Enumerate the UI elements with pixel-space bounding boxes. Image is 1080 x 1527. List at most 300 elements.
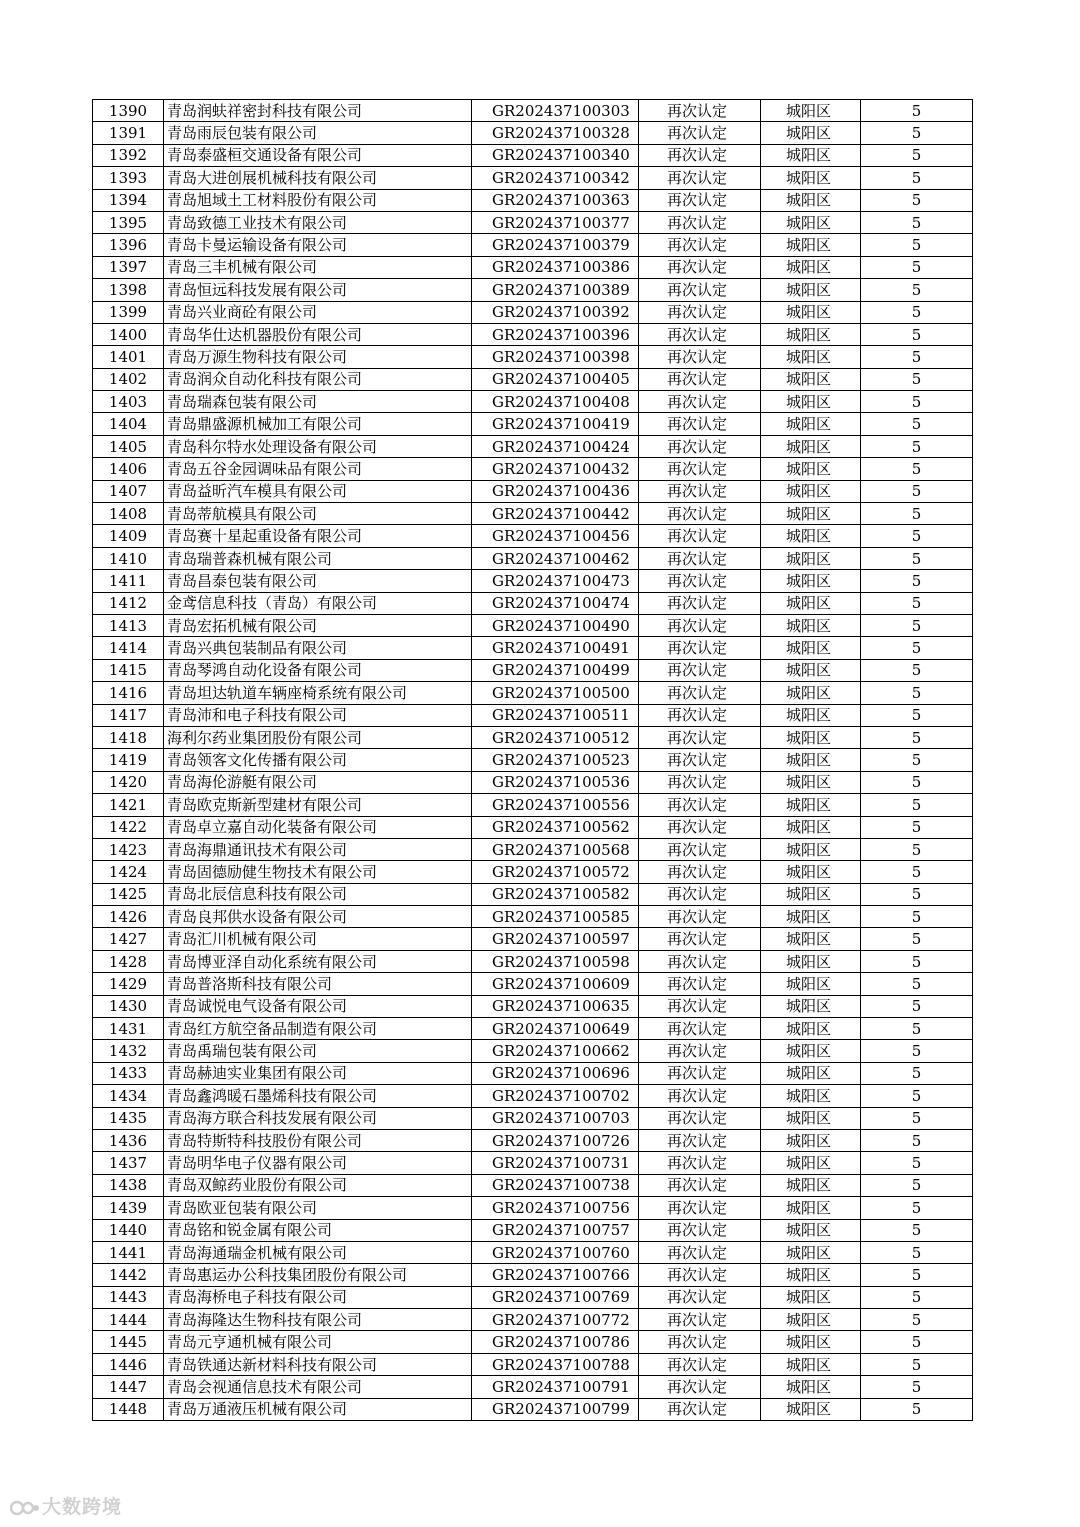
certification-type-cell: 再次认定 (639, 1107, 761, 1129)
score-cell: 5 (861, 458, 973, 480)
district-cell: 城阳区 (761, 950, 861, 972)
certificate-number-cell: GR202437100419 (472, 413, 639, 435)
certification-type-cell: 再次认定 (639, 1309, 761, 1331)
row-number-cell: 1443 (93, 1286, 164, 1308)
certificate-number-cell: GR202437100523 (472, 749, 639, 771)
certification-type-cell: 再次认定 (639, 1152, 761, 1174)
district-cell: 城阳区 (761, 189, 861, 211)
certificate-number-cell: GR202437100649 (472, 1018, 639, 1040)
score-cell: 5 (861, 1129, 973, 1151)
table-row (93, 1107, 973, 1129)
table-row (93, 458, 973, 480)
table-row (93, 391, 973, 413)
score-cell: 5 (861, 189, 973, 211)
certificate-number-cell: GR202437100474 (472, 592, 639, 614)
district-cell: 城阳区 (761, 1331, 861, 1353)
table-body (93, 100, 973, 1421)
table-row (93, 122, 973, 144)
row-number-cell: 1402 (93, 368, 164, 390)
certificate-number-cell: GR202437100766 (472, 1264, 639, 1286)
company-name-cell: 青岛瑞森包装有限公司 (164, 391, 472, 413)
certification-type-cell: 再次认定 (639, 301, 761, 323)
table-row (93, 1062, 973, 1084)
row-number-cell: 1439 (93, 1197, 164, 1219)
score-cell: 5 (861, 1018, 973, 1040)
table-row (93, 1174, 973, 1196)
district-cell: 城阳区 (761, 726, 861, 748)
certificate-number-cell: GR202437100597 (472, 928, 639, 950)
row-number-cell: 1415 (93, 659, 164, 681)
table-row (93, 704, 973, 726)
certification-type-cell: 再次认定 (639, 480, 761, 502)
certificate-number-cell: GR202437100572 (472, 861, 639, 883)
table-row (93, 1264, 973, 1286)
table-row (93, 413, 973, 435)
company-name-cell: 海利尔药业集团股份有限公司 (164, 726, 472, 748)
certificate-number-cell: GR202437100436 (472, 480, 639, 502)
score-cell: 5 (861, 1040, 973, 1062)
certification-type-cell: 再次认定 (639, 1219, 761, 1241)
company-name-cell: 金鸢信息科技（青岛）有限公司 (164, 592, 472, 614)
score-cell: 5 (861, 973, 973, 995)
row-number-cell: 1395 (93, 211, 164, 233)
district-cell: 城阳区 (761, 1219, 861, 1241)
company-name-cell: 青岛大进创展机械科技有限公司 (164, 167, 472, 189)
certification-type-cell: 再次认定 (639, 1129, 761, 1151)
certification-type-cell: 再次认定 (639, 704, 761, 726)
company-name-cell: 青岛宏拓机械有限公司 (164, 614, 472, 636)
certification-type-cell: 再次认定 (639, 189, 761, 211)
district-cell: 城阳区 (761, 1197, 861, 1219)
score-cell: 5 (861, 726, 973, 748)
certification-type-cell: 再次认定 (639, 167, 761, 189)
company-name-cell: 青岛诚悦电气设备有限公司 (164, 995, 472, 1017)
company-name-cell: 青岛铁通达新材料科技有限公司 (164, 1353, 472, 1375)
company-name-cell: 青岛北辰信息科技有限公司 (164, 883, 472, 905)
row-number-cell: 1399 (93, 301, 164, 323)
company-name-cell: 青岛蒂航模具有限公司 (164, 503, 472, 525)
certificate-number-cell: GR202437100405 (472, 368, 639, 390)
score-cell: 5 (861, 368, 973, 390)
certification-type-cell: 再次认定 (639, 234, 761, 256)
district-cell: 城阳区 (761, 211, 861, 233)
company-name-cell: 青岛海隆达生物科技有限公司 (164, 1309, 472, 1331)
score-cell: 5 (861, 771, 973, 793)
company-name-cell: 青岛瑞普森机械有限公司 (164, 547, 472, 569)
company-name-cell: 青岛元亨通机械有限公司 (164, 1331, 472, 1353)
table-row (93, 211, 973, 233)
company-name-cell: 青岛海方联合科技发展有限公司 (164, 1107, 472, 1129)
score-cell: 5 (861, 1309, 973, 1331)
certification-type-cell: 再次认定 (639, 950, 761, 972)
table-row (93, 1197, 973, 1219)
score-cell: 5 (861, 950, 973, 972)
certification-type-cell: 再次认定 (639, 1174, 761, 1196)
row-number-cell: 1420 (93, 771, 164, 793)
row-number-cell: 1396 (93, 234, 164, 256)
district-cell: 城阳区 (761, 995, 861, 1017)
score-cell: 5 (861, 704, 973, 726)
table-row (93, 525, 973, 547)
company-name-cell: 青岛鼎盛源机械加工有限公司 (164, 413, 472, 435)
table-row (93, 346, 973, 368)
table-row (93, 637, 973, 659)
district-cell: 城阳区 (761, 368, 861, 390)
brand-logo-icon (10, 1499, 40, 1517)
table-row (93, 592, 973, 614)
district-cell: 城阳区 (761, 1264, 861, 1286)
district-cell: 城阳区 (761, 503, 861, 525)
certification-type-cell: 再次认定 (639, 1353, 761, 1375)
score-cell: 5 (861, 1376, 973, 1398)
table-row (93, 771, 973, 793)
company-name-cell: 青岛润蚨祥密封科技有限公司 (164, 100, 472, 122)
score-cell: 5 (861, 1152, 973, 1174)
table-row (93, 906, 973, 928)
row-number-cell: 1425 (93, 883, 164, 905)
certification-table (92, 99, 973, 1421)
certificate-number-cell: GR202437100568 (472, 838, 639, 860)
row-number-cell: 1417 (93, 704, 164, 726)
row-number-cell: 1412 (93, 592, 164, 614)
table-row (93, 1219, 973, 1241)
score-cell: 5 (861, 256, 973, 278)
certificate-number-cell: GR202437100398 (472, 346, 639, 368)
table-row (93, 950, 973, 972)
row-number-cell: 1424 (93, 861, 164, 883)
table-row (93, 503, 973, 525)
district-cell: 城阳区 (761, 570, 861, 592)
district-cell: 城阳区 (761, 1129, 861, 1151)
certificate-number-cell: GR202437100473 (472, 570, 639, 592)
district-cell: 城阳区 (761, 659, 861, 681)
certificate-number-cell: GR202437100757 (472, 1219, 639, 1241)
row-number-cell: 1440 (93, 1219, 164, 1241)
watermark-text: 大数跨境 (42, 1496, 123, 1518)
district-cell: 城阳区 (761, 525, 861, 547)
district-cell: 城阳区 (761, 838, 861, 860)
row-number-cell: 1413 (93, 614, 164, 636)
certificate-number-cell: GR202437100582 (472, 883, 639, 905)
company-name-cell: 青岛海通瑞金机械有限公司 (164, 1241, 472, 1263)
certificate-number-cell: GR202437100512 (472, 726, 639, 748)
certification-type-cell: 再次认定 (639, 1241, 761, 1263)
score-cell: 5 (861, 861, 973, 883)
district-cell: 城阳区 (761, 883, 861, 905)
district-cell: 城阳区 (761, 1286, 861, 1308)
score-cell: 5 (861, 100, 973, 122)
certification-type-cell: 再次认定 (639, 1286, 761, 1308)
row-number-cell: 1416 (93, 682, 164, 704)
row-number-cell: 1444 (93, 1309, 164, 1331)
certification-type-cell: 再次认定 (639, 637, 761, 659)
row-number-cell: 1406 (93, 458, 164, 480)
certification-type-cell: 再次认定 (639, 1331, 761, 1353)
certificate-number-cell: GR202437100556 (472, 794, 639, 816)
certificate-number-cell: GR202437100788 (472, 1353, 639, 1375)
table-row (93, 838, 973, 860)
score-cell: 5 (861, 435, 973, 457)
row-number-cell: 1441 (93, 1241, 164, 1263)
table-row (93, 659, 973, 681)
table-row (93, 570, 973, 592)
certification-type-cell: 再次认定 (639, 973, 761, 995)
certification-type-cell: 再次认定 (639, 256, 761, 278)
company-name-cell: 青岛旭域土工材料股份有限公司 (164, 189, 472, 211)
company-name-cell: 青岛特斯特科技股份有限公司 (164, 1129, 472, 1151)
company-name-cell: 青岛海鼎通讯技术有限公司 (164, 838, 472, 860)
certificate-number-cell: GR202437100342 (472, 167, 639, 189)
score-cell: 5 (861, 682, 973, 704)
certificate-number-cell: GR202437100377 (472, 211, 639, 233)
certificate-number-cell: GR202437100536 (472, 771, 639, 793)
certificate-number-cell: GR202437100726 (472, 1129, 639, 1151)
district-cell: 城阳区 (761, 1040, 861, 1062)
certification-type-cell: 再次认定 (639, 279, 761, 301)
row-number-cell: 1392 (93, 144, 164, 166)
row-number-cell: 1421 (93, 794, 164, 816)
row-number-cell: 1410 (93, 547, 164, 569)
certification-type-cell: 再次认定 (639, 682, 761, 704)
certification-type-cell: 再次认定 (639, 346, 761, 368)
certificate-number-cell: GR202437100786 (472, 1331, 639, 1353)
company-name-cell: 青岛兴业商砼有限公司 (164, 301, 472, 323)
company-name-cell: 青岛普洛斯科技有限公司 (164, 973, 472, 995)
certification-type-cell: 再次认定 (639, 503, 761, 525)
certification-type-cell: 再次认定 (639, 570, 761, 592)
company-name-cell: 青岛双鲸药业股份有限公司 (164, 1174, 472, 1196)
company-name-cell: 青岛禹瑞包装有限公司 (164, 1040, 472, 1062)
score-cell: 5 (861, 547, 973, 569)
district-cell: 城阳区 (761, 391, 861, 413)
certification-type-cell: 再次认定 (639, 771, 761, 793)
row-number-cell: 1404 (93, 413, 164, 435)
district-cell: 城阳区 (761, 435, 861, 457)
score-cell: 5 (861, 1241, 973, 1263)
score-cell: 5 (861, 144, 973, 166)
district-cell: 城阳区 (761, 861, 861, 883)
district-cell: 城阳区 (761, 928, 861, 950)
company-name-cell: 青岛红方航空备品制造有限公司 (164, 1018, 472, 1040)
company-name-cell: 青岛惠运办公科技集团股份有限公司 (164, 1264, 472, 1286)
table-row (93, 279, 973, 301)
row-number-cell: 1442 (93, 1264, 164, 1286)
score-cell: 5 (861, 1331, 973, 1353)
certificate-number-cell: GR202437100500 (472, 682, 639, 704)
table-row (93, 1353, 973, 1375)
company-name-cell: 青岛华仕达机器股份有限公司 (164, 323, 472, 345)
table-row (93, 816, 973, 838)
table-row (93, 1152, 973, 1174)
district-cell: 城阳区 (761, 100, 861, 122)
score-cell: 5 (861, 816, 973, 838)
table-row (93, 234, 973, 256)
row-number-cell: 1418 (93, 726, 164, 748)
score-cell: 5 (861, 1062, 973, 1084)
certificate-number-cell: GR202437100662 (472, 1040, 639, 1062)
company-name-cell: 青岛良邦供水设备有限公司 (164, 906, 472, 928)
certificate-number-cell: GR202437100432 (472, 458, 639, 480)
table-row (93, 323, 973, 345)
company-name-cell: 青岛三丰机械有限公司 (164, 256, 472, 278)
district-cell: 城阳区 (761, 1241, 861, 1263)
certificate-number-cell: GR202437100769 (472, 1286, 639, 1308)
table-row (93, 794, 973, 816)
score-cell: 5 (861, 525, 973, 547)
district-cell: 城阳区 (761, 614, 861, 636)
certificate-number-cell: GR202437100703 (472, 1107, 639, 1129)
row-number-cell: 1446 (93, 1353, 164, 1375)
row-number-cell: 1423 (93, 838, 164, 860)
company-name-cell: 青岛兴典包装制品有限公司 (164, 637, 472, 659)
score-cell: 5 (861, 592, 973, 614)
certificate-number-cell: GR202437100585 (472, 906, 639, 928)
company-name-cell: 青岛琴鸿自动化设备有限公司 (164, 659, 472, 681)
company-name-cell: 青岛昌泰包装有限公司 (164, 570, 472, 592)
table-row (93, 100, 973, 122)
district-cell: 城阳区 (761, 323, 861, 345)
certification-type-cell: 再次认定 (639, 1376, 761, 1398)
certification-type-cell: 再次认定 (639, 368, 761, 390)
certificate-number-cell: GR202437100424 (472, 435, 639, 457)
certificate-number-cell: GR202437100386 (472, 256, 639, 278)
score-cell: 5 (861, 122, 973, 144)
table-row (93, 682, 973, 704)
certificate-number-cell: GR202437100696 (472, 1062, 639, 1084)
company-name-cell: 青岛会视通信息技术有限公司 (164, 1376, 472, 1398)
company-name-cell: 青岛卓立嘉自动化装备有限公司 (164, 816, 472, 838)
certification-type-cell: 再次认定 (639, 614, 761, 636)
company-name-cell: 青岛海伦游艇有限公司 (164, 771, 472, 793)
district-cell: 城阳区 (761, 1174, 861, 1196)
district-cell: 城阳区 (761, 1018, 861, 1040)
row-number-cell: 1428 (93, 950, 164, 972)
score-cell: 5 (861, 503, 973, 525)
certification-type-cell: 再次认定 (639, 525, 761, 547)
company-name-cell: 青岛明华电子仪器有限公司 (164, 1152, 472, 1174)
certificate-number-cell: GR202437100511 (472, 704, 639, 726)
row-number-cell: 1435 (93, 1107, 164, 1129)
district-cell: 城阳区 (761, 122, 861, 144)
certificate-number-cell: GR202437100738 (472, 1174, 639, 1196)
company-name-cell: 青岛欧亚包装有限公司 (164, 1197, 472, 1219)
district-cell: 城阳区 (761, 1309, 861, 1331)
certification-type-cell: 再次认定 (639, 1085, 761, 1107)
row-number-cell: 1430 (93, 995, 164, 1017)
table-row (93, 1398, 973, 1420)
row-number-cell: 1394 (93, 189, 164, 211)
row-number-cell: 1393 (93, 167, 164, 189)
row-number-cell: 1447 (93, 1376, 164, 1398)
table-row (93, 1286, 973, 1308)
certification-type-cell: 再次认定 (639, 458, 761, 480)
row-number-cell: 1436 (93, 1129, 164, 1151)
row-number-cell: 1419 (93, 749, 164, 771)
district-cell: 城阳区 (761, 458, 861, 480)
district-cell: 城阳区 (761, 144, 861, 166)
certification-type-cell: 再次认定 (639, 1264, 761, 1286)
company-name-cell: 青岛汇川机械有限公司 (164, 928, 472, 950)
row-number-cell: 1408 (93, 503, 164, 525)
score-cell: 5 (861, 614, 973, 636)
company-name-cell: 青岛万通液压机械有限公司 (164, 1398, 472, 1420)
certificate-number-cell: GR202437100340 (472, 144, 639, 166)
certificate-number-cell: GR202437100609 (472, 973, 639, 995)
certification-type-cell: 再次认定 (639, 1018, 761, 1040)
company-name-cell: 青岛欧克斯新型建材有限公司 (164, 794, 472, 816)
district-cell: 城阳区 (761, 749, 861, 771)
certificate-number-cell: GR202437100379 (472, 234, 639, 256)
certification-type-cell: 再次认定 (639, 1197, 761, 1219)
score-cell: 5 (861, 928, 973, 950)
row-number-cell: 1448 (93, 1398, 164, 1420)
row-number-cell: 1403 (93, 391, 164, 413)
district-cell: 城阳区 (761, 234, 861, 256)
company-name-cell: 青岛领客文化传播有限公司 (164, 749, 472, 771)
district-cell: 城阳区 (761, 1107, 861, 1129)
district-cell: 城阳区 (761, 704, 861, 726)
company-name-cell: 青岛万源生物科技有限公司 (164, 346, 472, 368)
table-row (93, 1241, 973, 1263)
row-number-cell: 1431 (93, 1018, 164, 1040)
certification-type-cell: 再次认定 (639, 995, 761, 1017)
row-number-cell: 1401 (93, 346, 164, 368)
certification-type-cell: 再次认定 (639, 659, 761, 681)
certificate-number-cell: GR202437100392 (472, 301, 639, 323)
district-cell: 城阳区 (761, 592, 861, 614)
watermark (10, 1492, 122, 1519)
score-cell: 5 (861, 234, 973, 256)
district-cell: 城阳区 (761, 682, 861, 704)
certificate-number-cell: GR202437100598 (472, 950, 639, 972)
certificate-number-cell: GR202437100408 (472, 391, 639, 413)
certificate-number-cell: GR202437100442 (472, 503, 639, 525)
certification-type-cell: 再次认定 (639, 928, 761, 950)
score-cell: 5 (861, 1174, 973, 1196)
row-number-cell: 1422 (93, 816, 164, 838)
company-name-cell: 青岛卡曼运输设备有限公司 (164, 234, 472, 256)
certification-type-cell: 再次认定 (639, 413, 761, 435)
table-row (93, 749, 973, 771)
certificate-number-cell: GR202437100760 (472, 1241, 639, 1263)
certification-type-cell: 再次认定 (639, 547, 761, 569)
certificate-number-cell: GR202437100772 (472, 1309, 639, 1331)
district-cell: 城阳区 (761, 906, 861, 928)
certificate-number-cell: GR202437100731 (472, 1152, 639, 1174)
table-row (93, 726, 973, 748)
district-cell: 城阳区 (761, 480, 861, 502)
row-number-cell: 1434 (93, 1085, 164, 1107)
row-number-cell: 1437 (93, 1152, 164, 1174)
score-cell: 5 (861, 391, 973, 413)
score-cell: 5 (861, 480, 973, 502)
district-cell: 城阳区 (761, 301, 861, 323)
certificate-number-cell: GR202437100499 (472, 659, 639, 681)
score-cell: 5 (861, 1085, 973, 1107)
row-number-cell: 1398 (93, 279, 164, 301)
row-number-cell: 1429 (93, 973, 164, 995)
certification-type-cell: 再次认定 (639, 122, 761, 144)
district-cell: 城阳区 (761, 1152, 861, 1174)
table-row (93, 435, 973, 457)
score-cell: 5 (861, 323, 973, 345)
row-number-cell: 1432 (93, 1040, 164, 1062)
district-cell: 城阳区 (761, 816, 861, 838)
row-number-cell: 1445 (93, 1331, 164, 1353)
row-number-cell: 1407 (93, 480, 164, 502)
certification-type-cell: 再次认定 (639, 726, 761, 748)
district-cell: 城阳区 (761, 256, 861, 278)
